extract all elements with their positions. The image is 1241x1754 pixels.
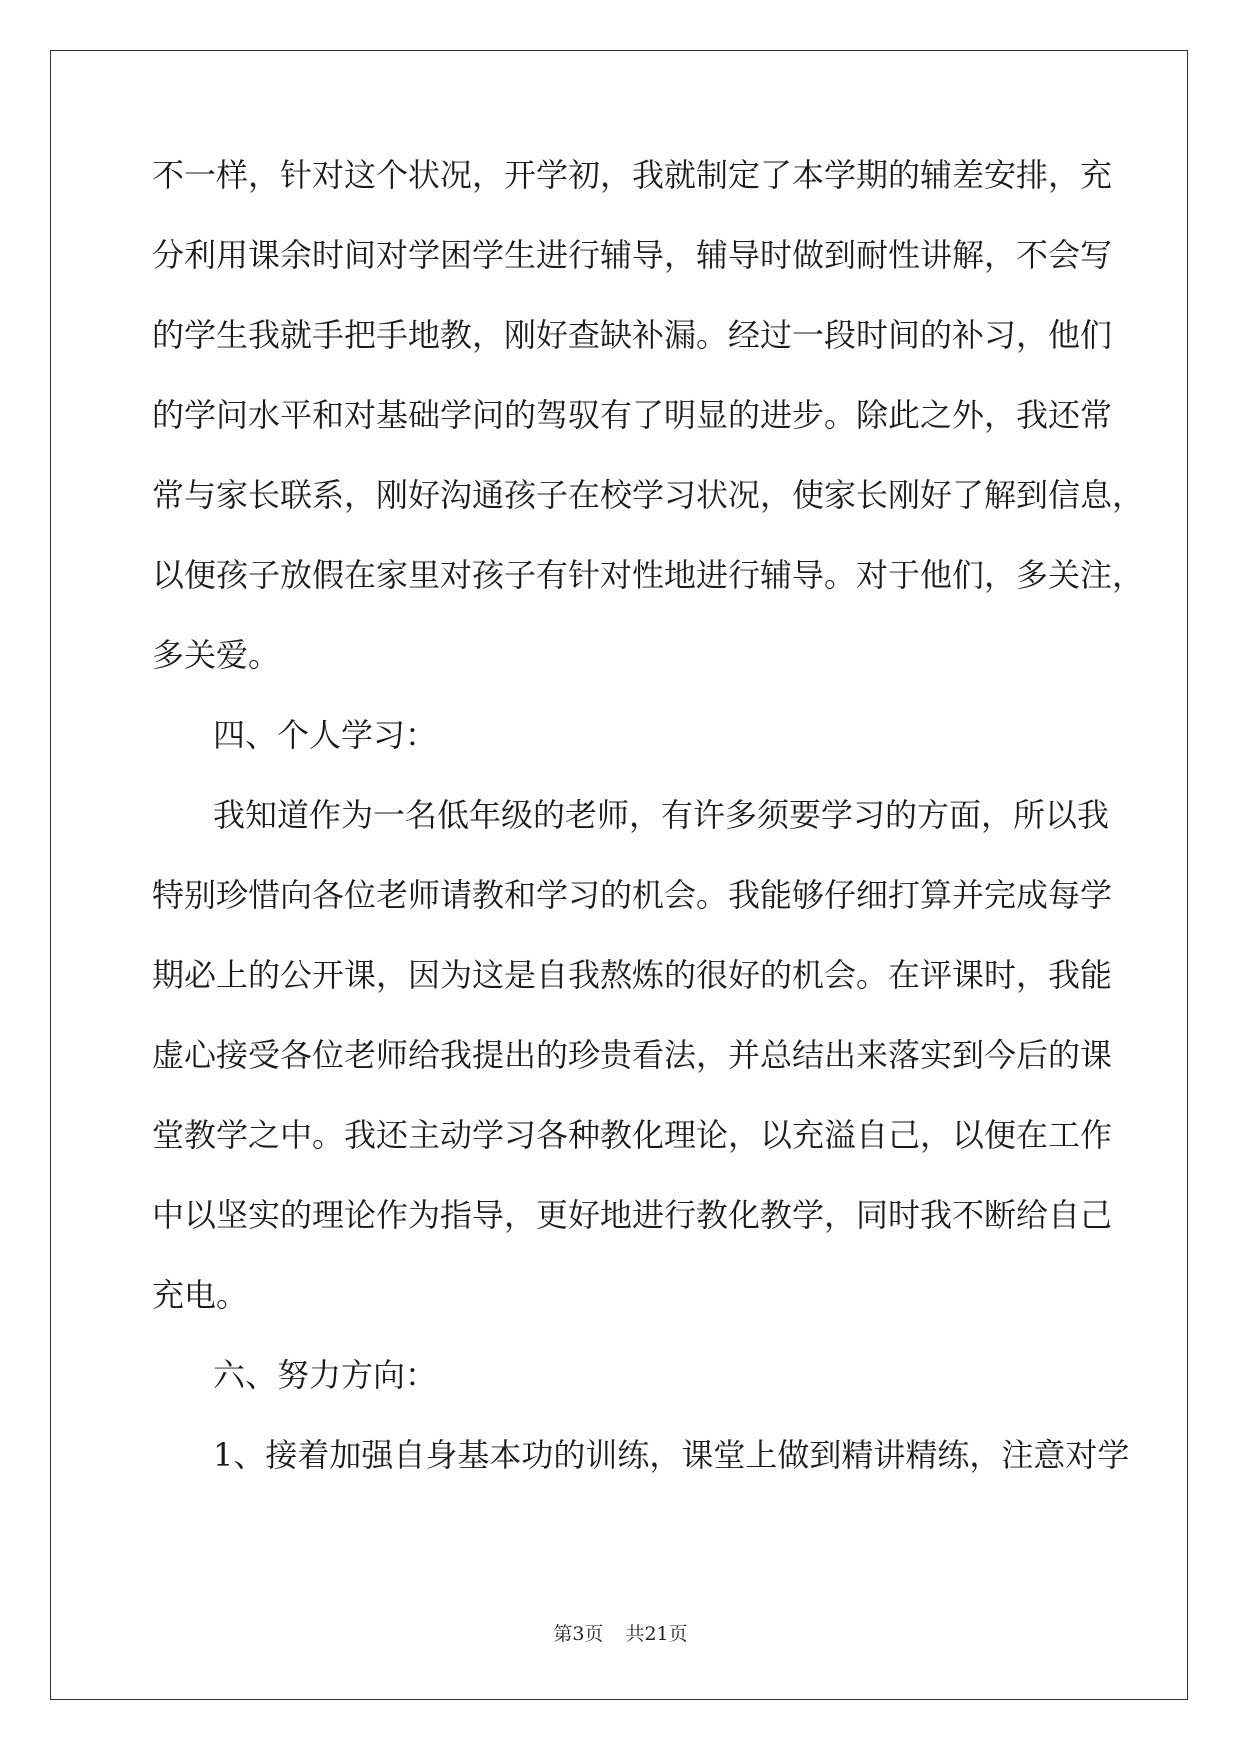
text-line: 期必上的公开课，因为这是自我熬炼的很好的机会。在评课时，我能	[152, 956, 1113, 994]
text-line: 常与家长联系，刚好沟通孩子在校学习状况，使家长刚好了解到信息，	[152, 476, 1145, 514]
text-line: 堂教学之中。我还主动学习各种教化理论，以充溢自己，以便在工作	[152, 1116, 1113, 1154]
text-line: 分利用课余时间对学困学生进行辅导，辅导时做到耐性讲解，不会写	[152, 236, 1113, 274]
section-heading: 四、个人学习：	[213, 716, 438, 754]
page-total: 共21页	[625, 1623, 688, 1645]
page-footer	[0, 1622, 1241, 1646]
page-number: 第3页	[553, 1623, 604, 1645]
text-line: 多关爱。	[152, 636, 281, 674]
text-line: 的学问水平和对基础学问的驾驭有了明显的进步。除此之外，我还常	[152, 396, 1113, 434]
text-line: 的学生我就手把手地教，刚好查缺补漏。经过一段时间的补习，他们	[152, 316, 1113, 354]
text-line: 中以坚实的理论作为指导，更好地进行教化教学，同时我不断给自己	[152, 1196, 1113, 1234]
section-heading: 六、努力方向：	[213, 1356, 438, 1394]
text-line: 以便孩子放假在家里对孩子有针对性地进行辅导。对于他们，多关注，	[152, 556, 1145, 594]
text-line: 1、接着加强自身基本功的训练，课堂上做到精讲精练，注意对学	[213, 1436, 1130, 1474]
text-line: 不一样，针对这个状况，开学初，我就制定了本学期的辅差安排，充	[152, 156, 1113, 194]
text-line: 我知道作为一名低年级的老师，有许多须要学习的方面，所以我	[213, 796, 1110, 834]
text-line: 特别珍惜向各位老师请教和学习的机会。我能够仔细打算并完成每学	[152, 876, 1113, 914]
text-line: 虚心接受各位老师给我提出的珍贵看法，并总结出来落实到今后的课	[152, 1036, 1113, 1074]
text-line: 充电。	[152, 1276, 249, 1314]
